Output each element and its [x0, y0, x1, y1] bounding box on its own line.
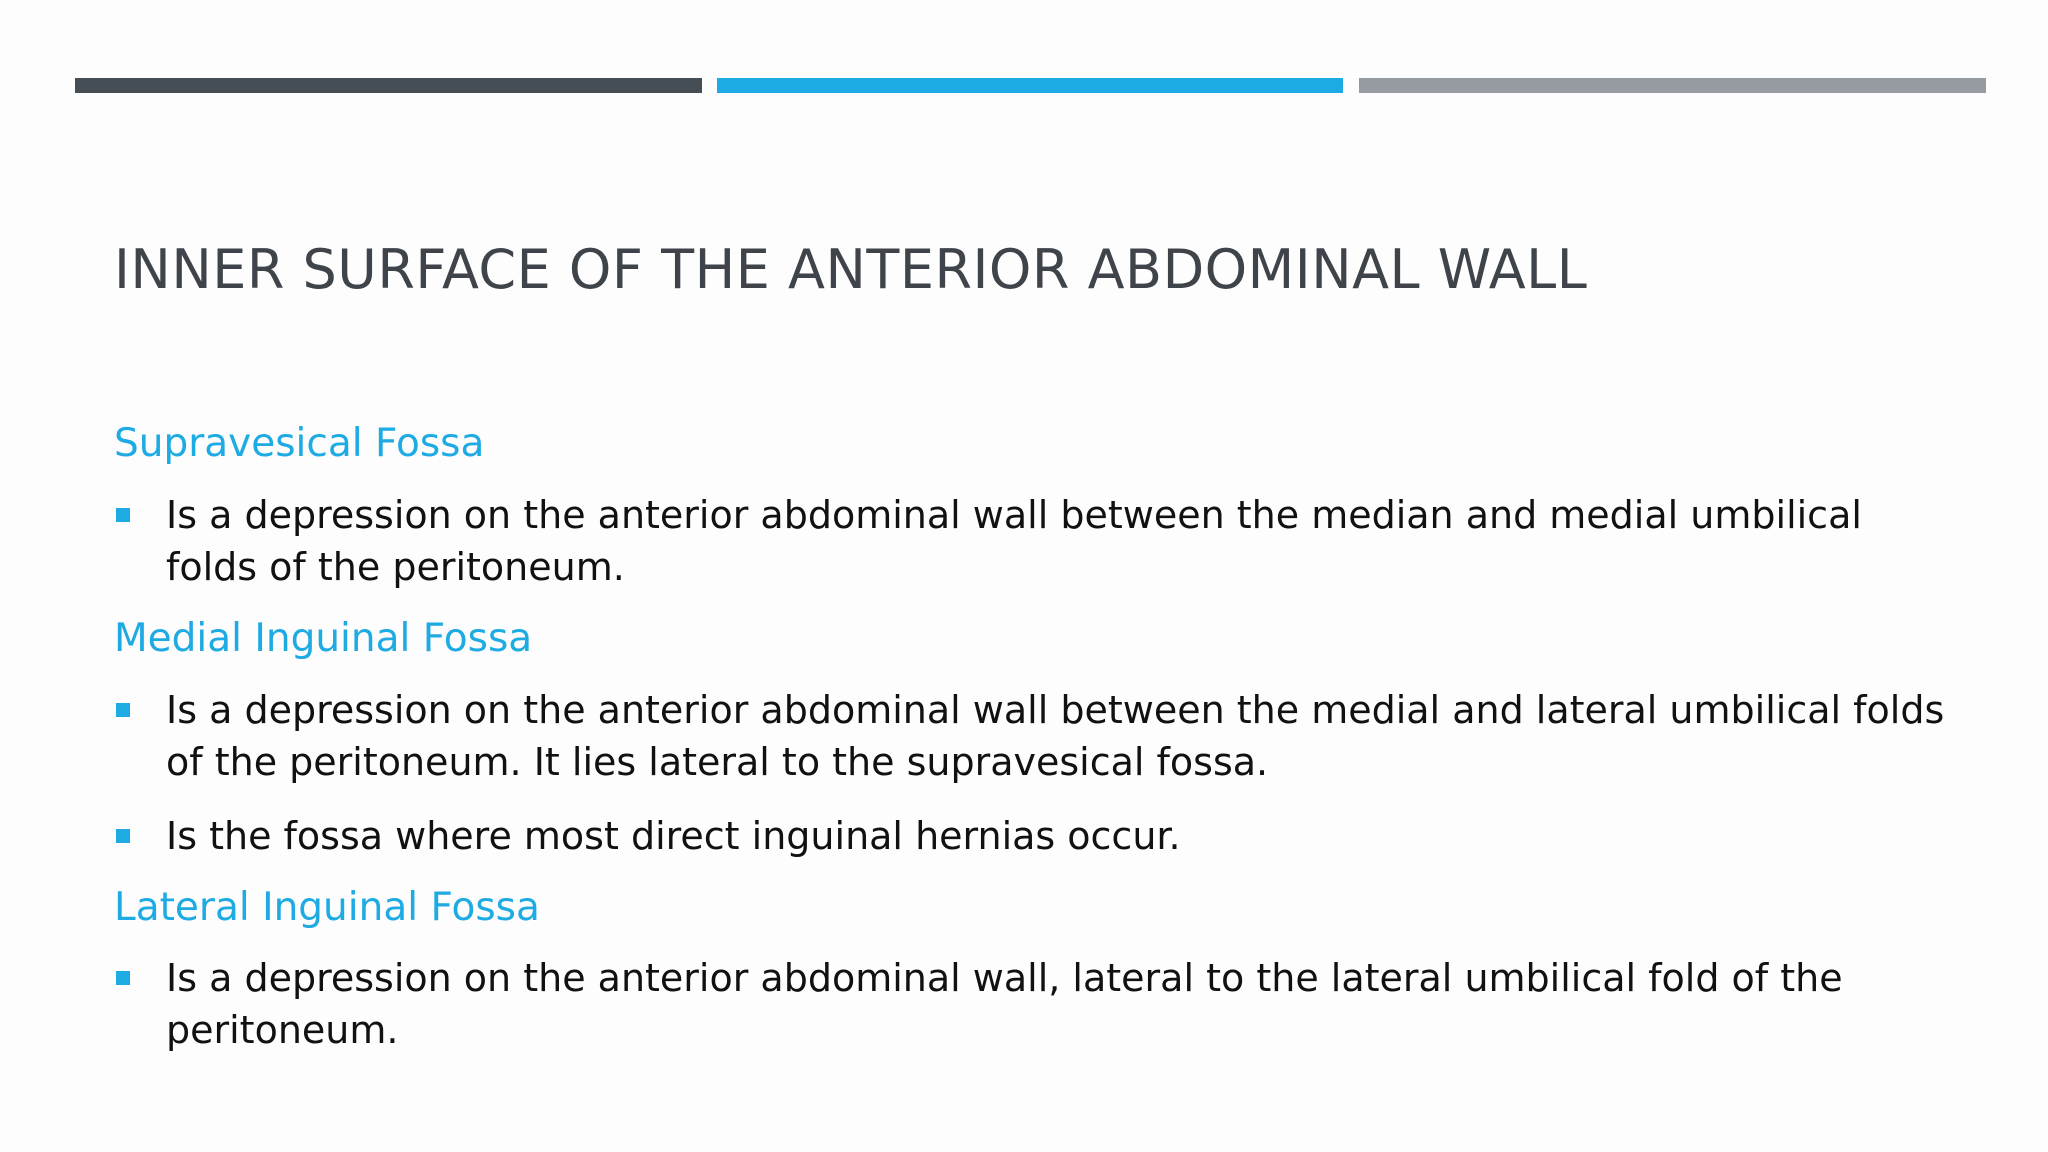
accent-bar-blue — [717, 78, 1343, 93]
section-medial-inguinal-fossa — [114, 615, 1954, 862]
accent-bar-dark — [75, 78, 702, 93]
square-bullet-icon — [116, 703, 130, 717]
bullet-list — [114, 952, 1954, 1056]
bullet-item — [114, 952, 1954, 1056]
section-heading: Supravesical Fossa — [114, 421, 485, 466]
bullet-text: Is the fossa where most direct inguinal hernias occur. — [166, 813, 1181, 858]
section-lateral-inguinal-fossa — [114, 884, 1954, 1057]
square-bullet-icon — [116, 829, 130, 843]
bullet-item — [114, 810, 1954, 862]
bullet-text: Is a depression on the anterior abdominal wall, lateral to the lateral umbilical fold of the peritoneum. — [166, 956, 1843, 1053]
section-supravesical-fossa — [114, 420, 1954, 593]
bullet-item — [114, 489, 1954, 593]
square-bullet-icon — [116, 508, 130, 522]
slide-content — [114, 420, 1954, 1078]
slide-title: INNER SURFACE OF THE ANTERIOR ABDOMINAL WALL — [114, 238, 1588, 301]
bullet-text: Is a depression on the anterior abdominal wall between the median and medial umbilical folds of the peritoneum. — [166, 492, 1862, 589]
bullet-text: Is a depression on the anterior abdominal wall between the medial and lateral umbilical folds of the peritoneum. It lies lateral to the supravesical fossa. — [166, 687, 1945, 784]
bullet-item — [114, 684, 1954, 788]
section-heading: Medial Inguinal Fossa — [114, 615, 533, 661]
accent-bar-gray — [1359, 78, 1986, 93]
section-heading: Lateral Inguinal Fossa — [114, 884, 540, 930]
bullet-list — [114, 489, 1954, 593]
square-bullet-icon — [116, 971, 130, 985]
bullet-list — [114, 684, 1954, 862]
